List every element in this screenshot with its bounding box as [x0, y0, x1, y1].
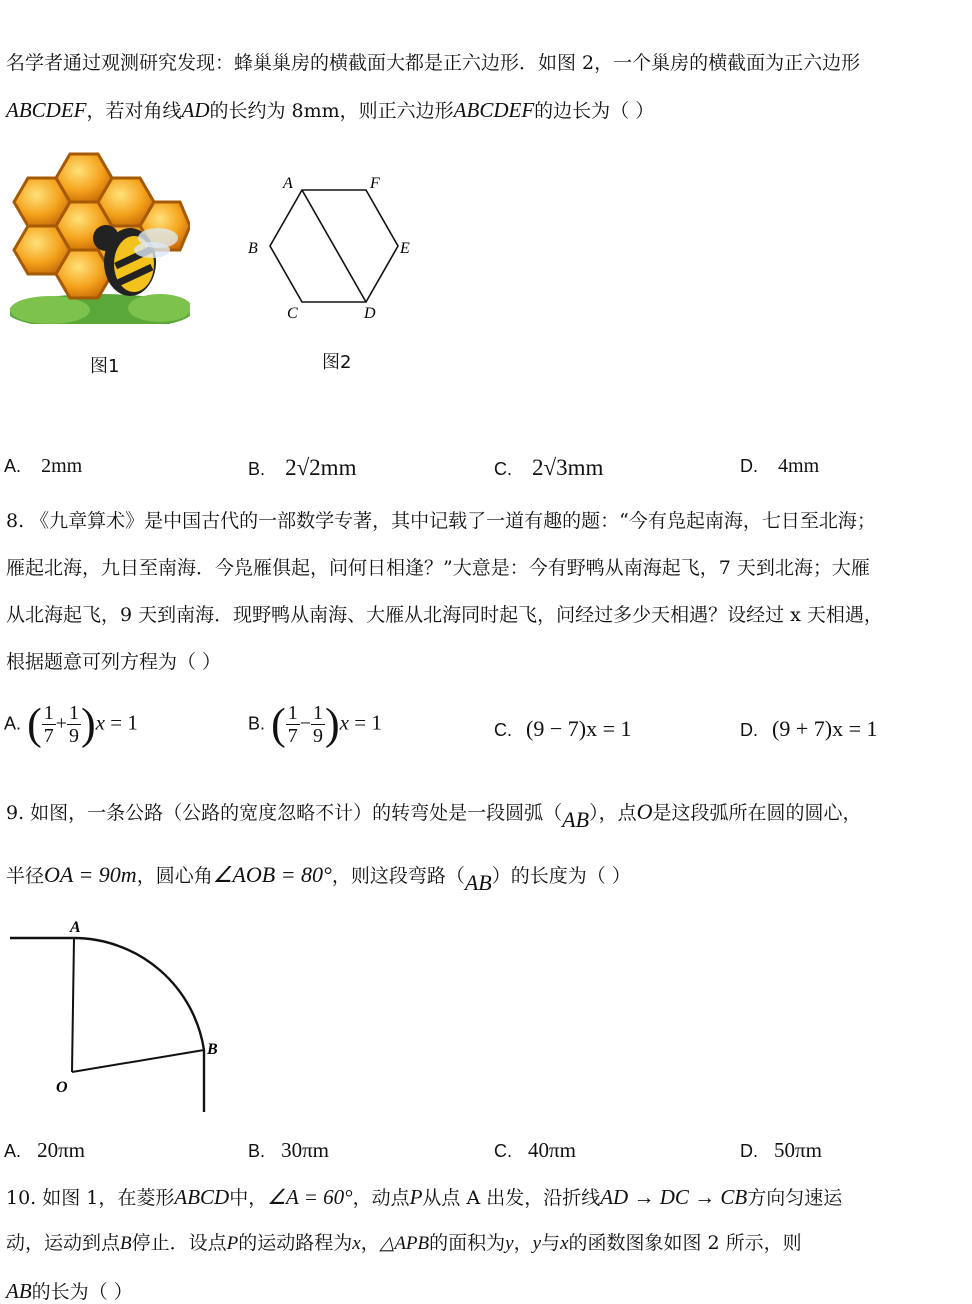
variable-x: x — [560, 1233, 569, 1254]
q7-option-a[interactable] — [4, 456, 82, 476]
q10-text: ， — [360, 1232, 380, 1254]
option-label: B. — [248, 713, 266, 734]
q9-text: 半径 — [6, 865, 45, 887]
q10-text-line2 — [6, 1234, 802, 1253]
triangle-name: △APB — [379, 1233, 430, 1254]
vertex-label-b: B — [248, 240, 258, 257]
q7-text-line1: 名学者通过观测研究发现：蜂巢巢房的横截面大都是正六边形．如图 2，一个巢房的横截面为正六边形 — [6, 52, 861, 74]
q8-option-b[interactable]: B. ( $\frac{1}{7}$ − $\frac{1}{9}$ )x = 1 — [248, 699, 382, 749]
q9-text: 9. 如图，一条公路（公路的宽度忽略不计）的转弯处是一段圆弧（ — [6, 802, 563, 824]
q9-text-line2 — [6, 862, 631, 895]
q7-option-b[interactable] — [248, 456, 356, 479]
q9-text: ，则这段弯路（ — [331, 865, 465, 887]
variable-y: y — [505, 1233, 514, 1254]
hexagon-name: ABCDEF — [6, 98, 87, 122]
q10-text: ，动点 — [352, 1187, 410, 1209]
q10-text: 从点 A 出发，沿折线 — [422, 1187, 601, 1209]
option-text: 20πm — [37, 1138, 85, 1162]
q9-text: ）的长度为（ ） — [491, 865, 631, 887]
q7-option-c[interactable] — [494, 456, 603, 479]
option-label: D. — [740, 1141, 758, 1161]
option-label: C. — [494, 459, 512, 479]
figure1-caption: 图1 — [90, 356, 120, 377]
vertex-label-a: A — [283, 175, 293, 192]
segment-name: AB — [6, 1279, 32, 1303]
point-name: P — [226, 1233, 239, 1254]
option-text: 2√3mm — [532, 455, 604, 480]
option-label: C. — [494, 1141, 512, 1161]
q8-option-c[interactable] — [494, 718, 632, 740]
option-label: B. — [248, 459, 266, 479]
arc-name: AB — [464, 870, 492, 895]
option-label: B. — [248, 1141, 266, 1161]
q10-text: 的长为（ ） — [31, 1281, 133, 1303]
point-name: P — [409, 1185, 423, 1209]
q10-text: 中， — [229, 1187, 268, 1209]
option-text: 40πm — [528, 1138, 576, 1162]
q8-text-line3: 从北海起飞，9 天到南海．现野鸭从南海、大雁从北海同时起飞，问经过多少天相遇？设经过 x 天相遇， — [6, 604, 883, 626]
vertex-label-d: D — [364, 305, 376, 322]
q10-text-line3 — [6, 1281, 133, 1302]
q7-text: 的边长为（ ） — [534, 100, 655, 122]
vertex-label-f: F — [370, 175, 380, 192]
point-name: B — [120, 1233, 132, 1254]
q9-text: 是这段弧所在圆的圆心， — [652, 802, 862, 824]
vertex-label-e: E — [400, 240, 410, 257]
option-label: D. — [740, 456, 758, 476]
hexagon-name: ABCDEF — [453, 98, 535, 122]
point-label-b: B — [207, 1041, 218, 1058]
q10-text: 方向匀速运 — [747, 1187, 843, 1209]
angle-value: ∠AOB = 80° — [212, 862, 332, 887]
rhombus-name: ABCD — [174, 1185, 230, 1209]
q8-text-line4: 根据题意可列方程为（ ） — [6, 651, 222, 673]
q8-text-line2: 雁起北海，九日至南海．今凫雁俱起，问何日相逢？”大意是：今有野鸭从南海起飞，7 天到北海；大雁 — [6, 557, 870, 579]
q9-option-b[interactable] — [248, 1140, 329, 1161]
q10-text: 10. 如图 1，在菱形 — [6, 1187, 175, 1209]
angle-value: ∠A = 60° — [267, 1185, 353, 1209]
center-name: O — [636, 799, 653, 824]
figure2-caption: 图2 — [322, 352, 352, 373]
option-label: A. — [4, 713, 22, 734]
vertex-label-c: C — [287, 305, 298, 322]
option-text: 30πm — [281, 1138, 329, 1162]
q10-text: ， — [513, 1232, 533, 1254]
q10-text: 的函数图象如图 2 所示，则 — [568, 1232, 802, 1254]
option-label: D. — [740, 720, 758, 740]
option-label: A. — [4, 456, 22, 476]
q7-text: ，若对角线 — [86, 100, 182, 122]
q9-option-a[interactable] — [4, 1140, 85, 1161]
honeycomb-bee-image — [10, 152, 190, 324]
q9-option-d[interactable] — [740, 1140, 822, 1161]
path-name: AD → DC → CB — [600, 1185, 748, 1209]
q10-text: 停止．设点 — [131, 1232, 227, 1254]
option-text: (9 + 7)x = 1 — [772, 716, 878, 741]
option-label: A. — [4, 1141, 22, 1161]
option-text: 50πm — [774, 1138, 822, 1162]
diagonal-name: AD — [181, 98, 210, 122]
q10-text: 的运动路程为 — [238, 1232, 353, 1254]
q7-option-d[interactable] — [740, 456, 819, 476]
arc-name: AB — [562, 807, 590, 832]
radius-value: OA = 90m — [44, 862, 137, 887]
q9-text-line1 — [6, 799, 862, 832]
option-label: C. — [494, 720, 512, 740]
variable-y: y — [532, 1233, 542, 1254]
q10-text: 与 — [541, 1232, 561, 1254]
road-arc-diagram — [8, 912, 248, 1120]
hexagon-diagram — [240, 168, 430, 328]
option-text: 2mm — [41, 455, 83, 477]
q9-text: ，圆心角 — [136, 865, 213, 887]
point-label-o: O — [56, 1079, 68, 1096]
q10-text: 的面积为 — [429, 1232, 506, 1254]
q10-text: 动，运动到点 — [6, 1232, 121, 1254]
q8-text-line1: 8. 《九章算术》是中国古代的一部数学专著，其中记载了一道有趣的题：“今有凫起南海，七日至北海； — [6, 510, 876, 532]
q9-option-c[interactable] — [494, 1140, 576, 1161]
variable-x: x — [352, 1233, 361, 1254]
option-text: 4mm — [778, 455, 820, 477]
q9-text: ），点 — [589, 802, 637, 824]
q8-option-d[interactable] — [740, 718, 878, 740]
q7-text: 的长约为 8mm，则正六边形 — [209, 100, 454, 122]
option-text: (9 − 7)x = 1 — [526, 716, 632, 741]
q7-text-line2 — [6, 100, 654, 121]
point-label-a: A — [70, 919, 81, 936]
option-text: 2√2mm — [285, 455, 357, 480]
q8-option-a[interactable]: A. ( $\frac{1}{7}$ + $\frac{1}{9}$ )x = 1 — [4, 699, 138, 749]
q10-text-line1 — [6, 1187, 842, 1208]
